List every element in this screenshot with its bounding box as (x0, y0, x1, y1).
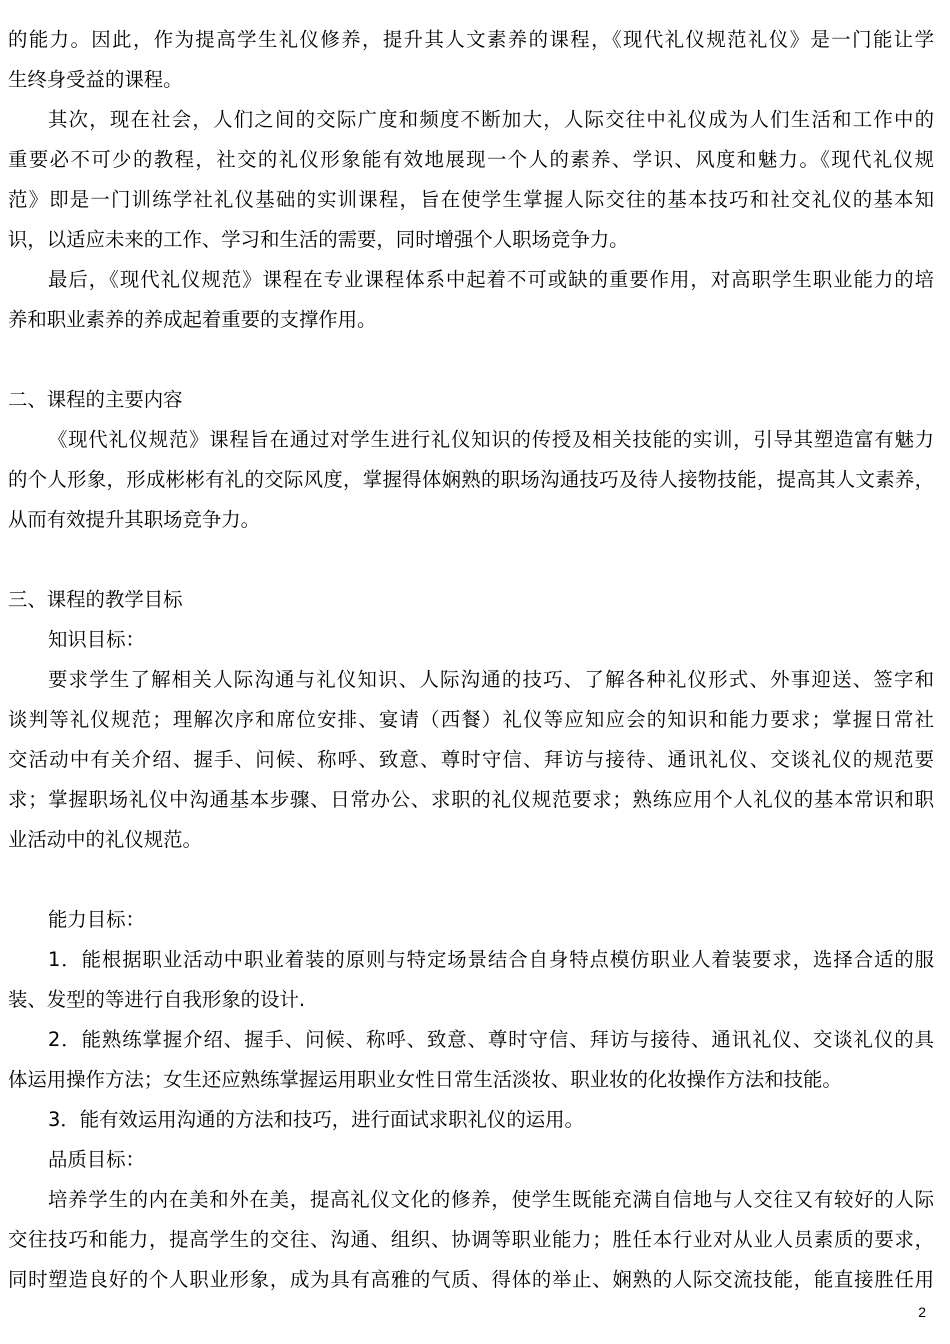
section-heading: 三、课程的教学目标 (8, 588, 183, 611)
body-line: 的个人形象，形成彬彬有礼的交际风度，掌握得体娴熟的职场沟通技巧及待人接物技能，提高其人文素养， (8, 468, 934, 491)
paragraph-spacer (8, 860, 934, 900)
body-line: 养和职业素养的养成起着重要的支撑作用。 (8, 308, 377, 331)
document-body (8, 20, 934, 1300)
body-line: 其次，现在社会，人们之间的交际广度和频度不断加大，人际交往中礼仪成为人们生活和工作中的 (48, 108, 934, 131)
subheading: 品质目标： (48, 1148, 145, 1171)
body-line: 2．能熟练掌握介绍、握手、问候、称呼、致意、尊时守信、拜访与接待、通讯礼仪、交谈礼仪的具 (48, 1028, 934, 1051)
body-line: 最后，《现代礼仪规范》课程在专业课程体系中起着不可或缺的重要作用，对高职学生职业能力的培 (48, 268, 934, 291)
body-line: 求；掌握职场礼仪中沟通基本步骤、日常办公、求职的礼仪规范要求；熟练应用个人礼仪的基本常识和职 (8, 788, 934, 811)
body-line: 3．能有效运用沟通的方法和技巧，进行面试求职礼仪的运用。 (48, 1108, 584, 1131)
body-line: 交往技巧和能力，提高学生的交往、沟通、组织、协调等职业能力；胜任本行业对从业人员素质的要求， (8, 1228, 934, 1251)
body-line: 体运用操作方法；女生还应熟练掌握运用职业女性日常生活淡妆、职业妆的化妆操作方法和技能。 (8, 1068, 842, 1091)
body-line: 范》即是一门训练学社礼仪基础的实训课程，旨在使学生掌握人际交往的基本技巧和社交礼仪的基本知 (8, 188, 934, 211)
body-line: 识，以适应未来的工作、学习和生活的需要，同时增强个人职场竞争力。 (8, 228, 629, 251)
paragraph-spacer (8, 540, 934, 580)
body-line: 从而有效提升其职场竞争力。 (8, 508, 261, 531)
body-line: 1．能根据职业活动中职业着装的原则与特定场景结合自身特点模仿职业人着装要求，选择合适的服 (48, 948, 934, 971)
body-line: 要求学生了解相关人际沟通与礼仪知识、人际沟通的技巧、了解各种礼仪形式、外事迎送、签字和 (48, 668, 934, 691)
body-line: 生终身受益的课程。 (8, 68, 183, 91)
body-line: 重要必不可少的教程，社交的礼仪形象能有效地展现一个人的素养、学识、风度和魅力。《现代礼仪规 (8, 148, 934, 171)
section-heading: 二、课程的主要内容 (8, 388, 183, 411)
body-line: 的能力。因此，作为提高学生礼仪修养，提升其人文素养的课程，《现代礼仪规范礼仪》是一门能让学 (8, 28, 934, 51)
body-line: 《现代礼仪规范》课程旨在通过对学生进行礼仪知识的传授及相关技能的实训，引导其塑造富有魅力 (48, 428, 934, 451)
page-number: 2 (918, 1304, 926, 1320)
body-line: 同时塑造良好的个人职业形象，成为具有高雅的气质、得体的举止、娴熟的人际交流技能，能直接胜任用 (8, 1268, 934, 1291)
subheading: 能力目标： (48, 908, 145, 931)
body-line: 交活动中有关介绍、握手、问候、称呼、致意、尊时守信、拜访与接待、通讯礼仪、交谈礼仪的规范要 (8, 748, 934, 771)
body-line: 谈判等礼仪规范；理解次序和席位安排、宴请（西餐）礼仪等应知应会的知识和能力要求；掌握日常社 (8, 708, 934, 731)
subheading: 知识目标： (48, 628, 145, 651)
body-line: 培养学生的内在美和外在美，提高礼仪文化的修养，使学生既能充满自信地与人交往又有较好的人际 (48, 1188, 934, 1211)
paragraph-spacer (8, 340, 934, 380)
body-line: 装、发型的等进行自我形象的设计. (8, 988, 306, 1011)
body-line: 业活动中的礼仪规范。 (8, 828, 202, 851)
